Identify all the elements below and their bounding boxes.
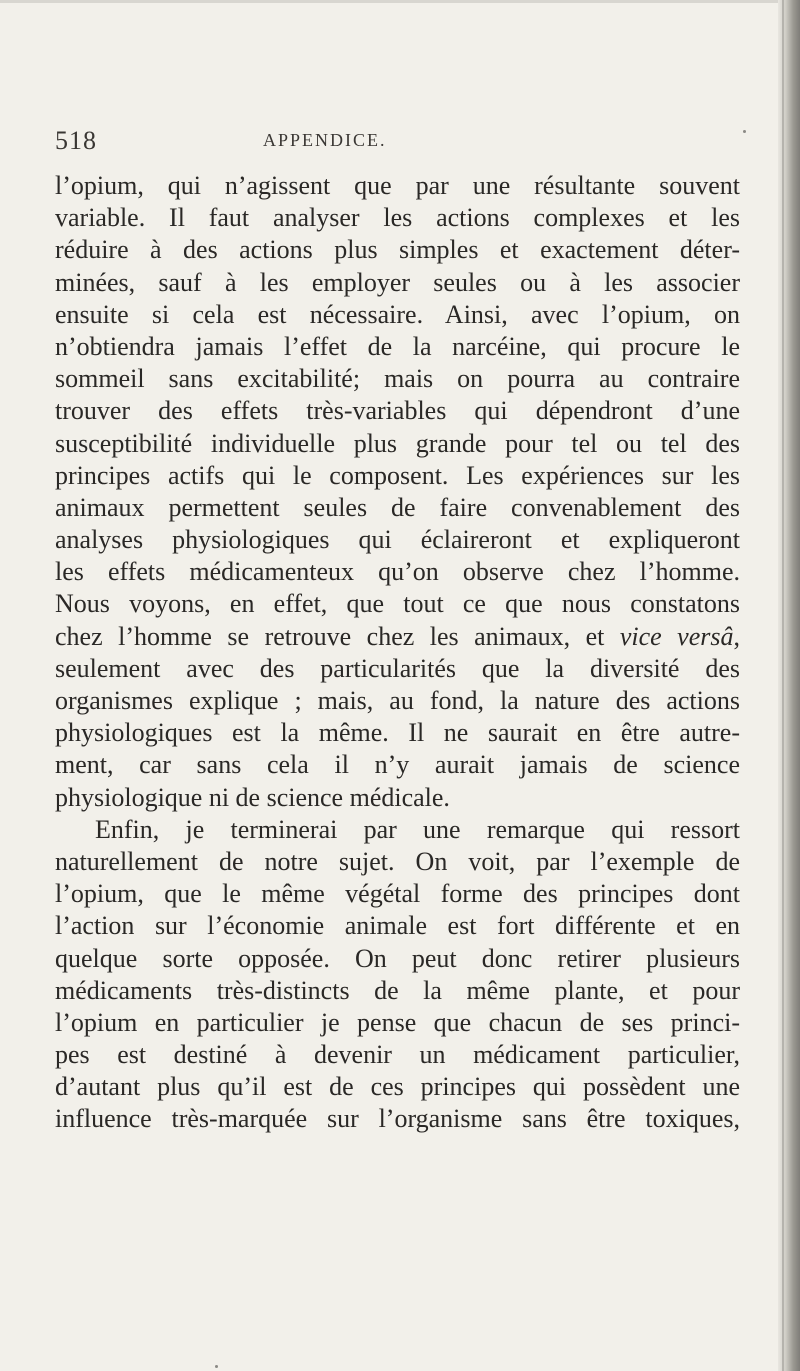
text-line: physiologique ni de science médicale.: [55, 782, 450, 812]
italic-phrase: vice versâ: [619, 621, 734, 651]
text-segment: ,: [733, 621, 740, 651]
paragraph-first-line: Enfin, je terminerai par une remarque qui ressort: [95, 814, 740, 844]
text-line: l’opium, qui n’agissent que par une résultante souvent: [55, 171, 740, 200]
text-line: Nous voyons, en effet, que tout ce que nous constatons: [55, 589, 740, 619]
text-line: organismes explique ; mais, au fond, la nature des actions: [55, 686, 740, 715]
text-line: influence très-marquée sur l’organisme sans être toxiques,: [55, 1104, 740, 1134]
paper-speck: [215, 1365, 218, 1368]
text-line: naturellement de notre sujet. On voit, par l’exemple de: [55, 846, 740, 876]
text-line: pes est destiné à devenir un médicament particulier,: [55, 1040, 740, 1070]
page-top-border: [0, 0, 800, 3]
text-segment: chez l’homme se retrouve chez les animaux, et: [55, 621, 620, 651]
text-line: quelque sorte opposée. On peut donc retirer plusieurs: [55, 943, 740, 973]
page-header: [55, 120, 735, 160]
text-line: susceptibilité individuelle plus grande pour tel ou tel des: [55, 428, 740, 458]
text-line: n’obtiendra jamais l’effet de la narcéine, qui procure le: [55, 331, 740, 361]
text-line: seulement avec des particularités que la diversité des: [55, 653, 740, 683]
text-line: physiologiques est la même. Il ne saurait en être autre-: [55, 718, 740, 748]
text-line: sommeil sans excitabilité; mais on pourra au contraire: [55, 364, 740, 394]
text-line: ensuite si cela est nécessaire. Ainsi, avec l’opium, on: [55, 299, 740, 329]
text-line-with-italic: [55, 621, 740, 653]
text-line: l’action sur l’économie animale est fort différente et en: [55, 911, 740, 941]
text-line: l’opium, que le même végétal forme des principes dont: [55, 879, 740, 909]
text-line: l’opium en particulier je pense que chacun de ses princi-: [55, 1007, 740, 1037]
running-head: APPENDICE.: [263, 130, 387, 150]
text-line: variable. Il faut analyser les actions complexes et les: [55, 203, 740, 233]
text-line: ment, car sans cela il n’y aurait jamais de science: [55, 750, 740, 780]
text-line: trouver des effets très-variables qui dépendront d’une: [55, 396, 740, 426]
paper-speck: [743, 130, 746, 133]
body-text: [55, 170, 740, 1136]
text-line: réduire à des actions plus simples et exactement déter-: [55, 235, 740, 265]
text-line: médicaments très-distincts de la même plante, et pour: [55, 975, 740, 1005]
page-number: 518: [55, 126, 97, 155]
page-edge-line: [782, 0, 784, 1371]
text-line: minées, sauf à les employer seules ou à les associer: [55, 267, 740, 297]
text-line: analyses physiologiques qui éclaireront et expliqueront: [55, 525, 740, 555]
text-line: les effets médicamenteux qu’on observe chez l’homme.: [55, 557, 740, 587]
text-line: d’autant plus qu’il est de ces principes qui possèdent une: [55, 1072, 740, 1102]
text-line: principes actifs qui le composent. Les expériences sur les: [55, 460, 740, 490]
text-line: animaux permettent seules de faire convenablement des: [55, 492, 740, 522]
